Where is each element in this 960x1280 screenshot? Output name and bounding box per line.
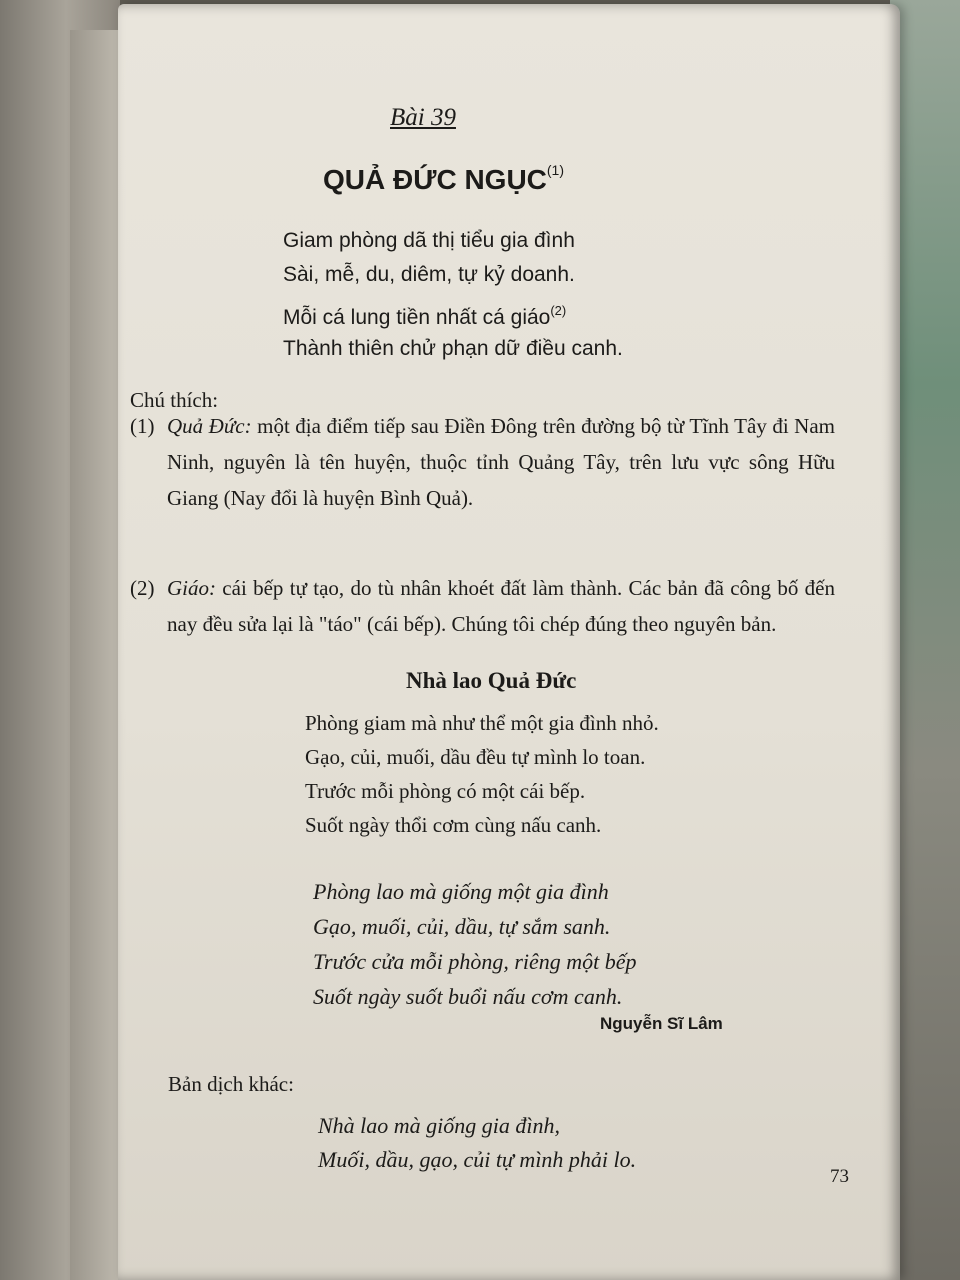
prose-translation-line: Phòng giam mà như thể một gia đình nhỏ. <box>305 711 659 735</box>
verse-translation-line: Suốt ngày suốt buổi nấu cơm canh. <box>313 984 623 1009</box>
verse-translation-line: Trước cửa mỗi phòng, riêng một bếp <box>313 949 637 974</box>
verse-translation-line: Gạo, muối, củi, dầu, tự sắm sanh. <box>313 914 611 939</box>
translation-title: Nhà lao Quả Đức <box>406 668 577 693</box>
page-number: 73 <box>830 1166 849 1187</box>
background <box>890 0 960 1280</box>
book-page <box>118 4 900 1280</box>
prose-translation-line: Gạo, củi, muối, dầu đều tự mình lo toan. <box>305 745 646 769</box>
other-translation-line: Nhà lao mà giống gia đình, <box>318 1113 561 1138</box>
notes-heading: Chú thích: <box>130 388 219 412</box>
prose-translation-line: Suốt ngày thổi cơm cùng nấu canh. <box>305 813 602 837</box>
original-poem-line: Giam phòng dã thị tiểu gia đình <box>283 229 575 252</box>
footnote-number: (2) <box>130 576 155 600</box>
footnote-term: Giáo: <box>167 576 216 600</box>
footnote-number: (1) <box>130 414 155 438</box>
footnote-text <box>167 408 835 516</box>
other-translation-heading: Bản dịch khác: <box>168 1072 294 1096</box>
poem-title-note: (1) <box>546 162 565 178</box>
verse-translation-line: Phòng lao mà giống một gia đình <box>313 879 609 904</box>
footnote-body: một địa điểm tiếp sau Điền Đông trên đường bộ từ Tĩnh Tây đi Nam Ninh, nguyên là tên huyện, thuộc tỉnh Quảng Tây, trên lưu vực sông Hữu Giang (Nay đổi là huyện Bình Quả). <box>167 414 835 510</box>
original-poem-line: Thành thiên chử phạn dữ điều canh. <box>283 337 623 360</box>
poem-title-text: QUẢ ĐỨC NGỤC <box>323 164 547 195</box>
lesson-label: Bài 39 <box>390 104 456 131</box>
footnote-body: cái bếp tự tạo, do tù nhân khoét đất làm thành. Các bản đã công bố đến nay đều sửa lại là "táo" (cái bếp). Chúng tôi chép đúng theo nguyên bản. <box>167 576 835 636</box>
previous-page-edge <box>70 30 125 1280</box>
footnote-text <box>167 570 835 642</box>
translator-name: Nguyễn Sĩ Lâm <box>600 1014 723 1033</box>
original-poem-line: Sài, mễ, du, diêm, tự kỷ doanh. <box>283 263 575 286</box>
poem-title <box>323 162 564 196</box>
original-poem-line-text: Mỗi cá lung tiền nhất cá giáo <box>283 306 551 329</box>
original-poem-line <box>283 294 566 335</box>
prose-translation-line: Trước mỗi phòng có một cái bếp. <box>305 779 586 803</box>
other-translation-line: Muối, dầu, gạo, củi tự mình phải lo. <box>318 1147 637 1172</box>
original-poem-note: (2) <box>550 303 567 318</box>
footnote-term: Quả Đức: <box>167 414 252 438</box>
